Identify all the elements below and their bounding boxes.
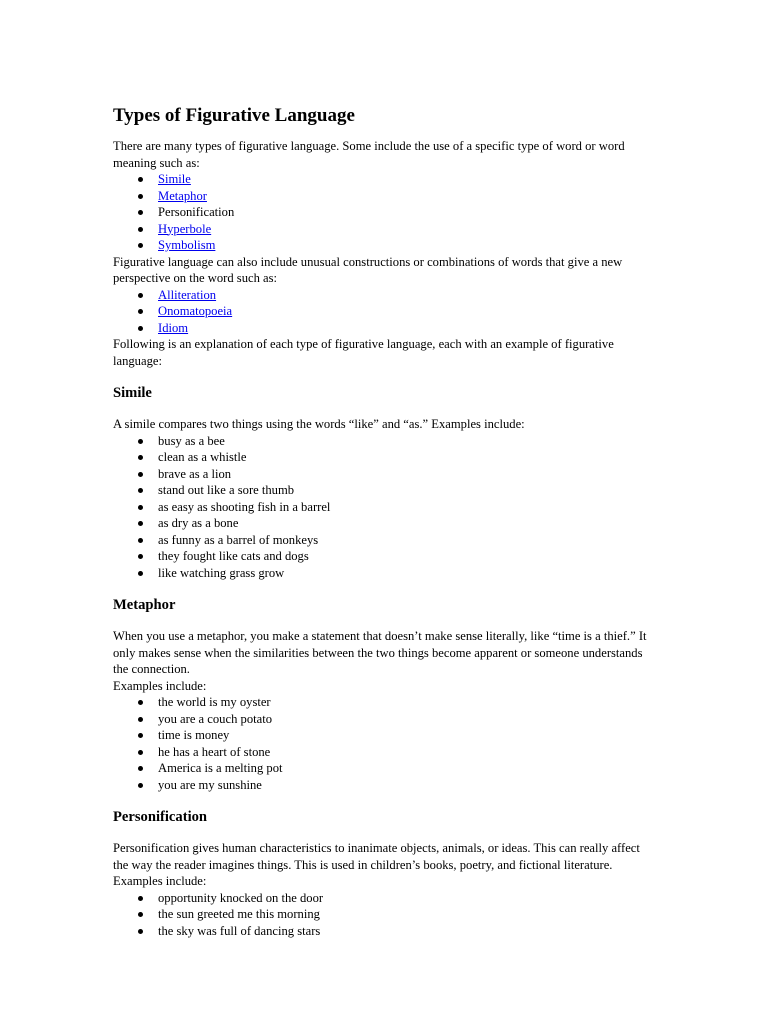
personification-heading: Personification [113,809,208,825]
list-item[interactable] [113,171,658,188]
metaphor-examples-label: Examples include: [113,678,207,693]
list-item: as easy as shooting fish in a barrel [113,499,658,516]
list-item[interactable] [113,237,658,254]
intro-paragraph: There are many types of figurative language. Some include the use of a specific type of word or word meaning such as: [113,139,625,170]
list-item[interactable] [113,320,658,337]
page-title: Types of Figurative Language [113,105,355,126]
simile-link[interactable]: Simile [158,172,191,186]
following-paragraph: Following is an explanation of each type of figurative language, each with an example of figurative language: [113,337,614,368]
idiom-link[interactable]: Idiom [158,320,189,335]
list-item [113,204,658,221]
list-item: the sun greeted me this morning [113,906,658,923]
list-item: you are my sunshine [113,777,658,794]
document-body [113,104,658,939]
types-list [113,171,658,254]
personification-examples [113,890,658,940]
list-item: stand out like a sore thumb [113,482,658,499]
list-item: the sky was full of dancing stars [113,923,658,940]
list-item: brave as a lion [113,466,658,483]
list-item: America is a melting pot [113,760,658,777]
metaphor-examples [113,694,658,793]
list-item: they fought like cats and dogs [113,548,658,565]
simile-paragraph: A simile compares two things using the words “like” and “as.” Examples include: [113,417,525,431]
list-item: busy as a bee [113,433,658,450]
onomatopoeia-link[interactable]: Onomatopoeia [158,304,233,318]
list-item: he has a heart of stone [113,744,658,761]
hyperbole-link[interactable]: Hyperbole [158,221,212,236]
list-item[interactable] [113,221,658,238]
list-item[interactable] [113,287,658,304]
list-item: you are a couch potato [113,711,658,728]
constructions-paragraph: Figurative language can also include unusual constructions or combinations of words that give a new perspective on the word such as: [113,254,623,285]
list-item[interactable] [113,303,658,320]
metaphor-paragraph: When you use a metaphor, you make a statement that doesn’t make sense literally, like “time is a thief.” It only makes sense when the similarities between the two things become apparent or someone understands the connection. [113,629,647,676]
metaphor-heading: Metaphor [113,597,176,613]
personification-paragraph: Personification gives human characteristics to inanimate objects, animals, or ideas. This can really affect the way the reader imagines things. This is used in children’s books, poetry, and fictional literature. Examples include: [113,841,640,888]
simile-heading: Simile [113,385,152,401]
list-item: clean as a whistle [113,449,658,466]
alliteration-link[interactable]: Alliteration [158,287,217,302]
list-item: like watching grass grow [113,565,658,582]
constructions-list [113,287,658,337]
simile-examples [113,433,658,582]
personification-item: Personification [158,205,235,219]
metaphor-link[interactable]: Metaphor [158,188,207,203]
list-item: time is money [113,727,658,744]
symbolism-link[interactable]: Symbolism [158,238,216,252]
list-item[interactable] [113,188,658,205]
list-item: opportunity knocked on the door [113,890,658,907]
list-item: the world is my oyster [113,694,658,711]
list-item: as dry as a bone [113,515,658,532]
list-item: as funny as a barrel of monkeys [113,532,658,549]
